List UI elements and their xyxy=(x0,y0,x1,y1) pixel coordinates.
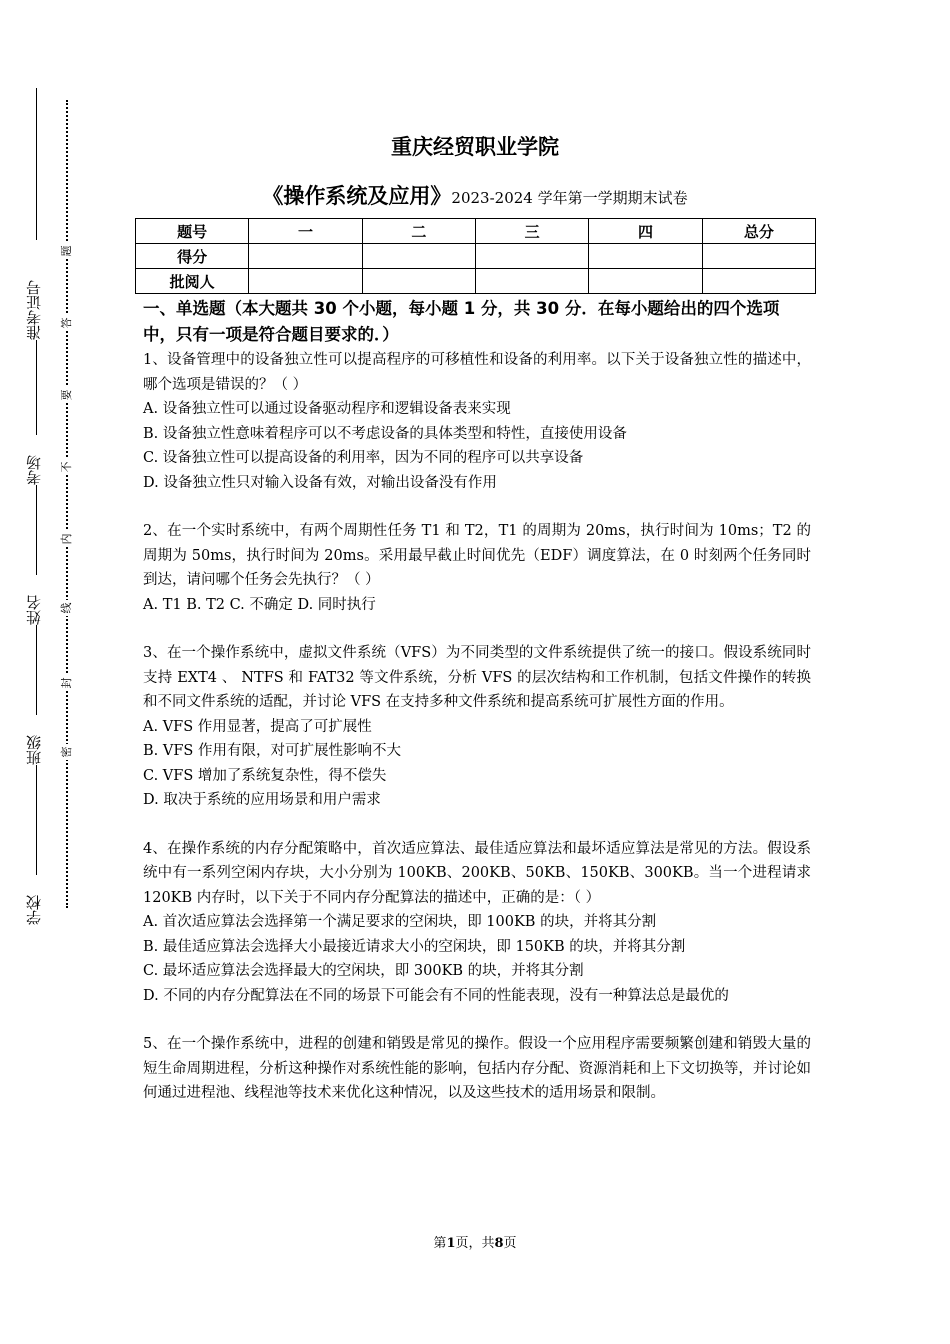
option-d: D. 取决于系统的应用场景和用户需求 xyxy=(143,792,381,808)
question-4 xyxy=(143,837,811,1009)
score-cell[interactable] xyxy=(702,244,815,269)
name-label: 姓名 xyxy=(25,595,43,625)
class-label: 班级 xyxy=(25,735,43,765)
question-2 xyxy=(143,519,811,617)
seal-char-xian: 线 xyxy=(59,600,75,616)
question-stem: 3、在一个操作系统中，虚拟文件系统（VFS）为不同类型的文件系统提供了统一的接口。假设系统同时支持 EXT4 、 NTFS 和 FAT32 等文件系统，分析 VFS 的层次结构和工作机制，包括文件操作的转换和不同文件系统的适配，并讨论 VFS 在支持多种文件系统和提高系统可扩展性方面的作用。 xyxy=(143,645,811,710)
exam-title xyxy=(0,180,950,210)
exam-content xyxy=(143,296,811,1130)
score-row xyxy=(136,244,816,269)
question-3 xyxy=(143,641,811,813)
grader-row-label: 批阅人 xyxy=(136,269,249,294)
page-total: 8 xyxy=(494,1236,504,1251)
seal-char-yao: 要 xyxy=(59,387,75,403)
score-table-header: 二 xyxy=(362,219,475,244)
section-title: 一、单选题（本大题共 30 个小题，每小题 1 分，共 30 分．在每小题给出的四个选项中，只有一项是符合题目要求的．） xyxy=(143,299,780,344)
course-name: 《操作系统及应用》 xyxy=(262,184,452,208)
footer-middle: 页，共 xyxy=(455,1236,495,1251)
option-a: A. 设备独立性可以通过设备驱动程序和逻辑设备表来实现 xyxy=(143,401,511,417)
score-row-label: 得分 xyxy=(136,244,249,269)
question-stem: 2、在一个实时系统中，有两个周期性任务 T1 和 T2，T1 的周期为 20ms，执行时间为 10ms；T2 的周期为 50ms，执行时间为 20ms。采用最早截止时间优先（EDF）调度算法，在 0 时刻两个任务同时到达，请问哪个任务会先执行？（ ） xyxy=(143,523,811,588)
option-a: A. VFS 作用显著，提高了可扩展性 xyxy=(143,718,372,735)
school-name: 重庆经贸职业学院 xyxy=(391,135,559,159)
option-b: B. VFS 作用有限，对可扩展性影响不大 xyxy=(143,743,401,759)
seal-char-ti: 题 xyxy=(59,243,75,259)
seal-char-bu: 不 xyxy=(59,459,75,475)
option-a: A. 首次适应算法会选择第一个满足要求的空闲块，即 100KB 的块，并将其分割 xyxy=(143,914,657,930)
grader-cell[interactable] xyxy=(702,269,815,294)
seal-char-mi: 密 xyxy=(59,744,75,760)
score-table-header-row xyxy=(136,219,816,244)
option-c: C. 设备独立性可以提高设备的利用率，因为不同的程序可以共享设备 xyxy=(143,450,584,466)
grader-cell[interactable] xyxy=(589,269,702,294)
footer-suffix: 页 xyxy=(503,1236,517,1251)
score-table xyxy=(135,218,816,294)
score-table-header: 总分 xyxy=(702,219,815,244)
seal-char-feng: 封 xyxy=(59,675,75,691)
option-d: D. 设备独立性只对输入设备有效，对输出设备没有作用 xyxy=(143,474,497,491)
option-c: C. 最坏适应算法会选择最大的空闲块，即 300KB 的块，并将其分割 xyxy=(143,963,584,979)
options-inline: A. T1 B. T2 C. 不确定 D. 同时执行 xyxy=(143,596,376,613)
option-b: B. 最佳适应算法会选择大小最接近请求大小的空闲块，即 150KB 的块，并将其分割 xyxy=(143,938,686,955)
score-table-header: 题号 xyxy=(136,219,249,244)
option-d: D. 不同的内存分配算法在不同的场景下可能会有不同的性能表现，没有一种算法总是最优的 xyxy=(143,987,729,1004)
question-1 xyxy=(143,348,811,495)
exam-id-label: 准考证号 xyxy=(25,280,43,340)
question-stem: 5、在一个操作系统中，进程的创建和销毁是常见的操作。假设一个应用程序需要频繁创建和销毁大量的短生命周期进程，分析这种操作对系统性能的影响，包括内存分配、资源消耗和上下文切换等，并讨论如何通过进程池、线程池等技术来优化这种情况，以及这些技术的适用场景和限制。 xyxy=(143,1036,811,1101)
grader-cell[interactable] xyxy=(249,269,362,294)
score-cell[interactable] xyxy=(362,244,475,269)
seal-char-da: 答 xyxy=(59,315,75,331)
school-label: 学校 xyxy=(25,895,43,925)
option-c: C. VFS 增加了系统复杂性，得不偿失 xyxy=(143,767,387,784)
footer-prefix: 第 xyxy=(433,1236,447,1251)
question-5 xyxy=(143,1032,811,1106)
exam-room-label: 考场 xyxy=(25,455,43,485)
question-stem: 1、设备管理中的设备独立性可以提高程序的可移植性和设备的利用率。以下关于设备独立性的描述中，哪个选项是错误的？（ ） xyxy=(143,352,811,393)
grader-cell[interactable] xyxy=(475,269,588,294)
score-cell[interactable] xyxy=(475,244,588,269)
score-cell[interactable] xyxy=(589,244,702,269)
term-label: 2023-2024 学年第一学期期末试卷 xyxy=(451,189,688,207)
seal-dotted-line xyxy=(66,100,68,908)
grader-row xyxy=(136,269,816,294)
option-b: B. 设备独立性意味着程序可以不考虑设备的具体类型和特性，直接使用设备 xyxy=(143,425,627,442)
score-table-header: 一 xyxy=(249,219,362,244)
score-table-header: 三 xyxy=(475,219,588,244)
grader-cell[interactable] xyxy=(362,269,475,294)
page-number: 1 xyxy=(446,1236,456,1251)
page-footer xyxy=(0,1232,950,1251)
question-stem: 4、在操作系统的内存分配策略中，首次适应算法、最佳适应算法和最坏适应算法是常见的方法。假设系统中有一系列空闲内存块，大小分别为 100KB、200KB、50KB、150KB、300KB。当一个进程请求 120KB 内存时，以下关于不同内存分配算法的描述中，正确的是：（ ） xyxy=(143,840,811,906)
score-cell[interactable] xyxy=(249,244,362,269)
score-table-header: 四 xyxy=(589,219,702,244)
seal-char-nei: 内 xyxy=(59,531,75,547)
